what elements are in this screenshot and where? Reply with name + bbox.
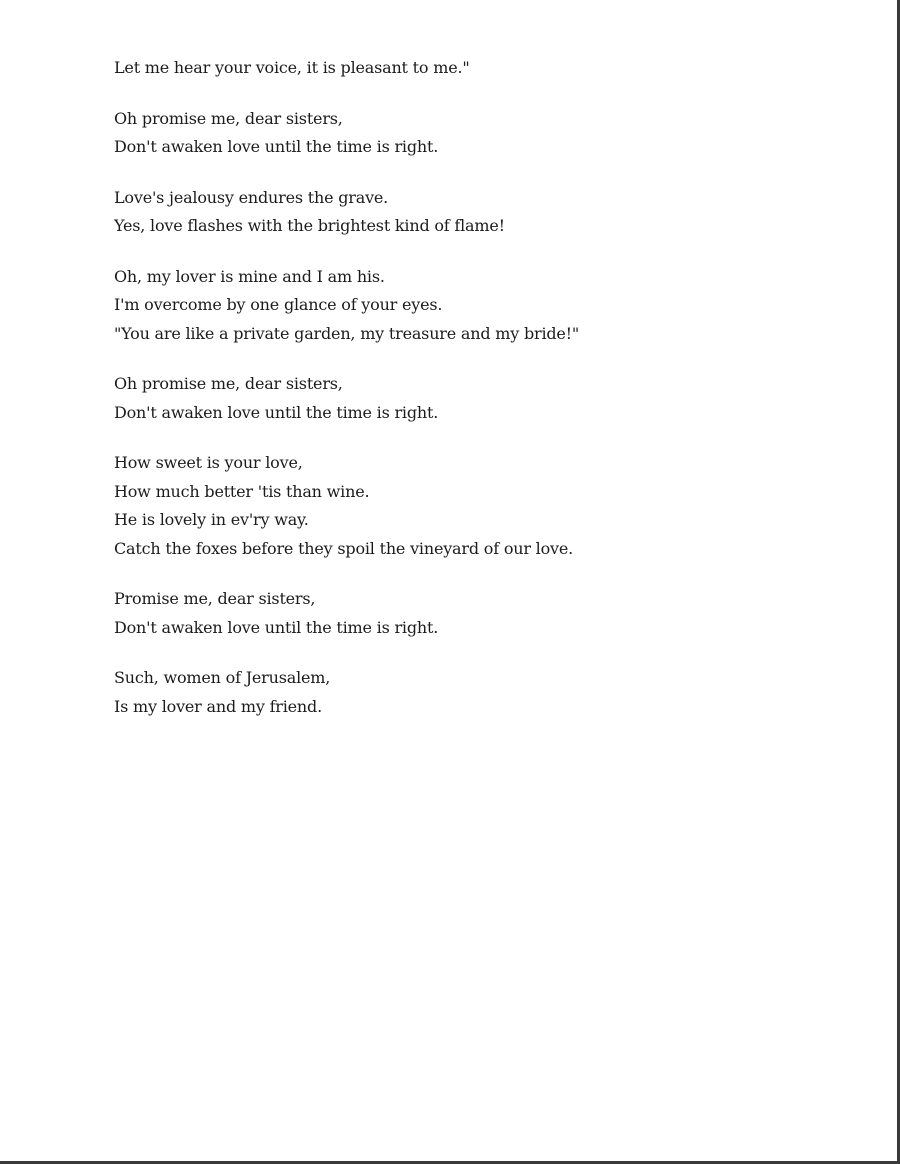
lyrics-body xyxy=(114,54,854,743)
lyric-line: Let me hear your voice, it is pleasant to me." xyxy=(114,58,470,77)
stanza xyxy=(114,370,854,427)
lyric-line: How much better 'tis than wine. xyxy=(114,481,370,501)
lyric-line: He is lovely in ev'ry way. xyxy=(114,510,309,529)
lyric-line: Catch the foxes before they spoil the vineyard of our love. xyxy=(114,538,574,558)
lyric-line: Love's jealousy endures the grave. xyxy=(114,187,389,207)
lyric-line: Don't awaken love until the time is right. xyxy=(114,617,439,637)
lyric-line: Such, women of Jerusalem, xyxy=(114,668,331,687)
lyric-line: How sweet is your love, xyxy=(114,453,303,472)
stanza xyxy=(114,184,854,241)
lyric-line: Promise me, dear sisters, xyxy=(114,589,316,608)
stanza xyxy=(114,263,854,349)
lyric-line: Don't awaken love until the time is right. xyxy=(114,402,439,422)
stanza xyxy=(114,449,854,563)
lyric-line: Yes, love flashes with the brightest kind of flame! xyxy=(114,216,505,235)
stanza xyxy=(114,585,854,642)
lyric-line: Oh promise me, dear sisters, xyxy=(114,108,343,128)
lyric-line: "You are like a private garden, my treasure and my bride!" xyxy=(114,323,580,343)
lyric-line: I'm overcome by one glance of your eyes. xyxy=(114,295,443,314)
lyric-line: Oh, my lover is mine and I am his. xyxy=(114,266,385,286)
stanza xyxy=(114,105,854,162)
lyric-line: Oh promise me, dear sisters, xyxy=(114,374,343,393)
stanza xyxy=(114,54,854,83)
lyric-line: Is my lover and my friend. xyxy=(114,696,322,716)
stanza xyxy=(114,664,854,721)
lyric-line: Don't awaken love until the time is right. xyxy=(114,137,439,156)
